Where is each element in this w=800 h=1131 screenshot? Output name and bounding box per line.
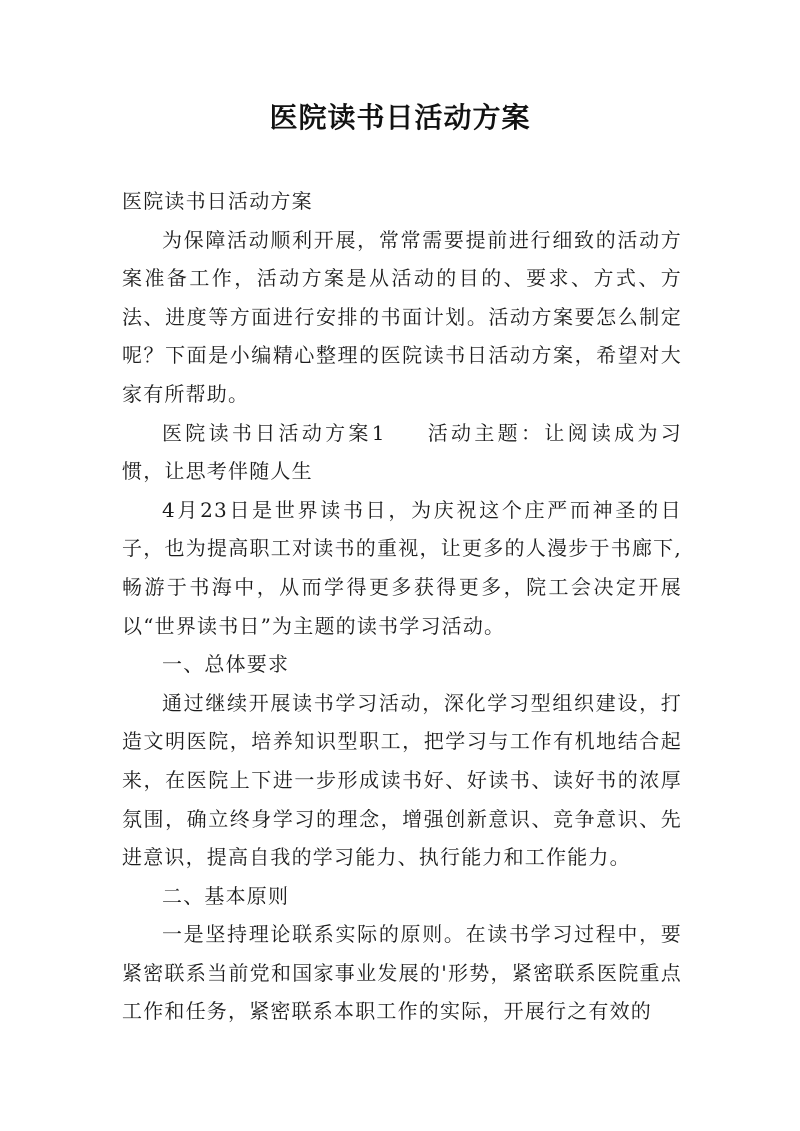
paragraph-principle-one: 一是坚持理论联系实际的原则。在读书学习过程中，要紧密联系当前党和国家事业发展的'形势，紧密联系医院重点工作和任务，紧密联系本职工作的实际，开展行之有效的: [122, 922, 682, 1024]
document-body: [122, 182, 682, 1031]
document-title: 医院读书日活动方案: [269, 101, 531, 134]
heading-general-requirements: 一、总体要求: [162, 652, 290, 677]
paragraph-background: 4月23日是世界读书日，为庆祝这个庄严而神圣的日子，也为提高职工对读书的重视，让更多的人漫步于书廊下,畅游于书海中，从而学得更多获得更多，院工会决定开展以“世界读书日”为主题的读书学习活动。: [122, 497, 682, 638]
paragraph-subtitle: 医院读书日活动方案: [122, 189, 313, 213]
heading-basic-principles: 二、基本原则: [162, 883, 290, 908]
activity-theme: 活动主题：让阅读成为习惯，让思考伴随人生: [122, 420, 682, 484]
paragraph-requirements: 通过继续开展读书学习活动，深化学习型组织建设，打造文明医院，培养知识型职工，把学习与工作有机地结合起来，在医院上下进一步形成读书好、好读书、读好书的浓厚氛围，确立终身学习的理念，增强创新意识、竞争意识、先进意识，提高自我的学习能力、执行能力和工作能力。: [122, 690, 682, 870]
paragraph-section-heading: [122, 414, 682, 491]
section-number-label: 医院读书日活动方案1: [162, 420, 386, 445]
paragraph-intro: 为保障活动顺利开展，常常需要提前进行细致的活动方案准备工作，活动方案是从活动的目的、要求、方式、方法、进度等方面进行安排的书面计划。活动方案要怎么制定呢？下面是小编精心整理的医院读书日活动方案，希望对大家有所帮助。: [122, 227, 682, 406]
